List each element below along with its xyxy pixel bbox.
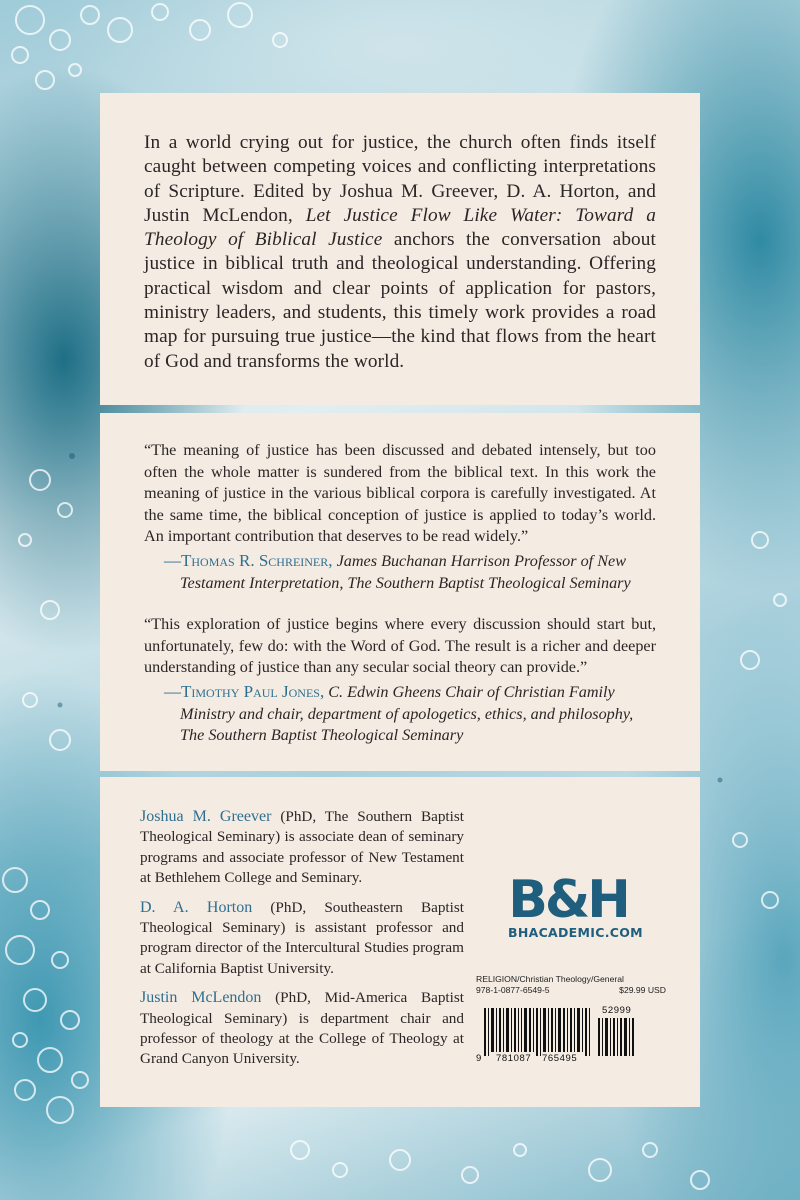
price: $29.99 USD: [619, 985, 666, 995]
editor-name: Joshua M. Greever: [140, 808, 272, 825]
endorsements-panel: [100, 413, 700, 771]
editor-bio: Joshua M. Greever (PhD, The Southern Baptist Theological Seminary) is associate dean of seminary programs and associate professor of New Testament at Bethlehem College and Seminary.: [140, 808, 465, 887]
bh-logo-icon: B&H: [508, 870, 628, 930]
publisher-info: [476, 870, 686, 1066]
editor-bio: D. A. Horton (PhD, Southeastern Baptist Theological Seminary) is assistant professor and program director of the Intercultural Studies program at California Baptist University.: [140, 898, 464, 977]
endorser-name: —Timothy Paul Jones,: [164, 681, 325, 701]
editors-panel: [100, 777, 700, 1107]
endorsement-attribution: [144, 550, 656, 594]
endorser-name: —Thomas R. Schreiner,: [164, 550, 333, 570]
publisher-logo: [508, 870, 643, 940]
editor-bio: Justin McLendon (PhD, Mid-America Baptist Theological Seminary) is department chair and professor of theology at the College of Theology at Grand Canyon University.: [140, 989, 464, 1068]
barcode-digit-lead: 9: [476, 1053, 482, 1064]
barcode-digits-left: 781087: [496, 1053, 532, 1064]
price-code: 52999: [602, 1005, 632, 1016]
product-meta: [476, 974, 686, 996]
editor-bios: [140, 807, 464, 1079]
publisher-url: BHACADEMIC.COM: [508, 925, 643, 940]
book-description: In a world crying out for justice, the church often finds itself caught between competing voices and conflicting interpretations of Scripture. Edited by Joshua M. Greever, D. A. Horton, and Justin McLendon, Let Justice Flow Like Water: Toward a Theology of Biblical Justice anchors the conversation about justice in biblical truth and theological understanding. Offering practical wisdom and clear points of application for pastors, ministry leaders, and students, this timely work provides a road map for pursuing true justice—the kind that flows from the heart of God and transforms the world.: [144, 132, 656, 372]
description-panel: [100, 93, 700, 405]
bisac-category: RELIGION/Christian Theology/General: [476, 974, 624, 984]
barcode: [476, 1004, 676, 1066]
endorsement-quote: “This exploration of justice begins where every discussion should start but, unfortunately, few do: with the Word of God. The result is a richer and deeper understanding of justice than any secular social theory can provide.”: [144, 615, 656, 677]
endorsement-quote: “The meaning of justice has been discussed and debated intensely, but too often the whole matter is sundered from the biblical text. In this work the meaning of justice in the various biblical corpora is carefully investigated. At the same time, the biblical conception of justice is applied to today’s world. An important contribution that deserves to be read widely.”: [144, 441, 656, 546]
endorser-title: James Buchanan Harrison Professor of New Testament Interpretation, The Southern Baptist Theological Seminary: [180, 551, 631, 592]
isbn: 978-1-0877-6549-5: [476, 985, 550, 995]
book-title: Let Justice Flow Like Water: Toward a Theology of Biblical Justice: [144, 204, 656, 251]
editor-name: Justin McLendon: [140, 989, 262, 1007]
endorser-title: C. Edwin Gheens Chair of Christian Family Ministry and chair, department of apologetics, ethics, and philosophy, The Southern Baptist Theological Seminary: [180, 682, 634, 745]
barcode-digits-right: 765495: [542, 1053, 578, 1064]
editor-name: D. A. Horton: [140, 898, 253, 916]
endorsement-attribution: [144, 681, 656, 747]
endorsement: [144, 614, 656, 747]
endorsement: [144, 440, 656, 594]
